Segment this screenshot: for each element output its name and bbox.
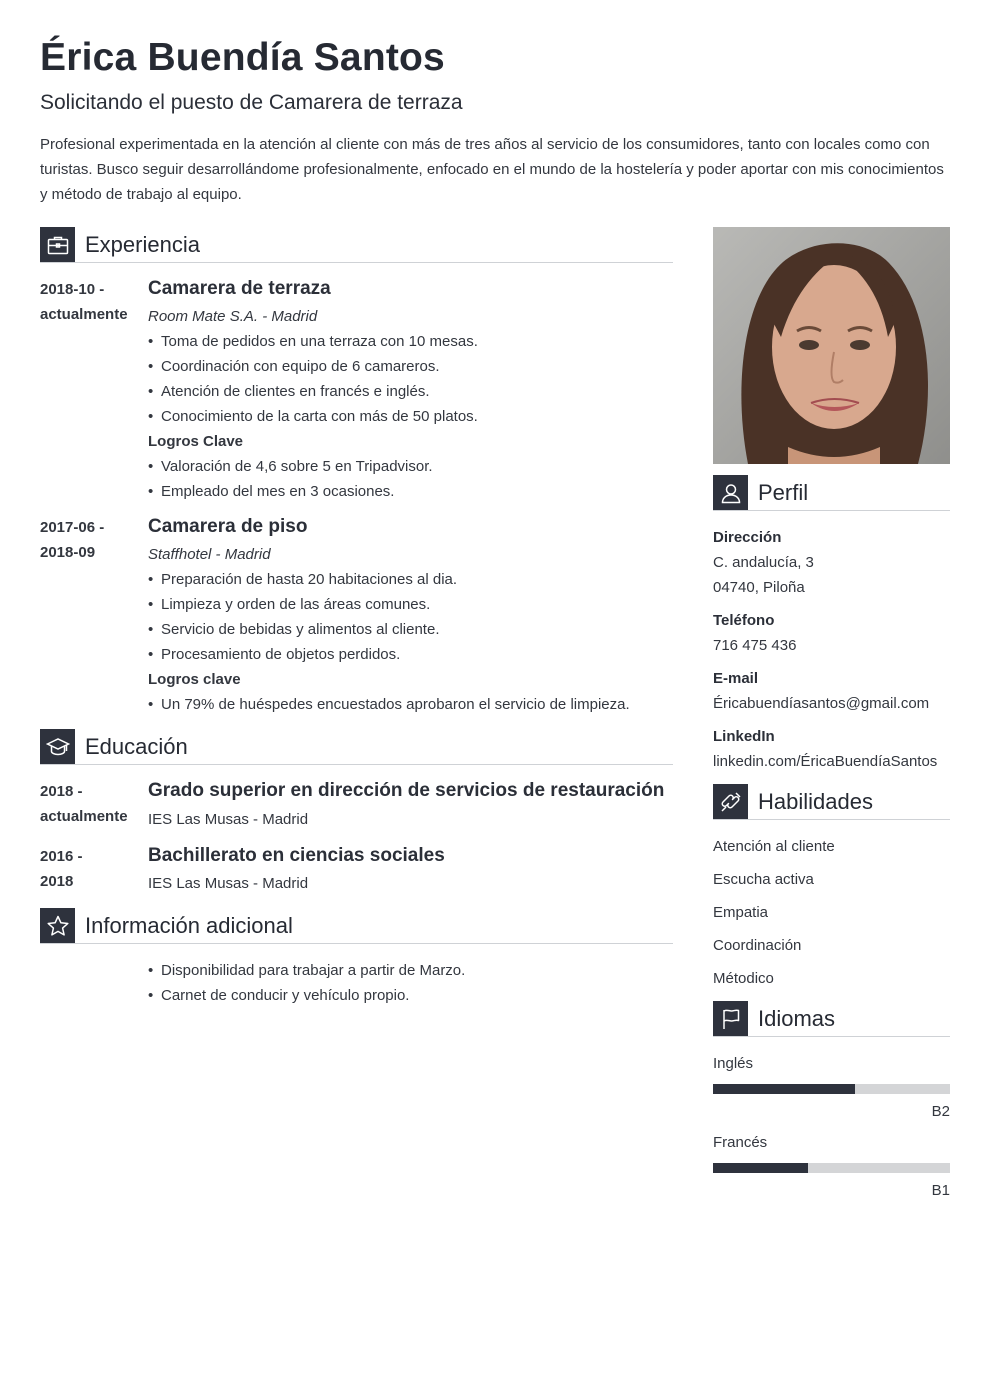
list-item: • Disponibilidad para trabajar a partir de Marzo.: [148, 958, 673, 983]
graduation-cap-icon: [40, 729, 75, 764]
job-achievements: [148, 692, 673, 717]
phone-field: Teléfono 716 475 436: [713, 612, 797, 654]
list-item: • Coordinación con equipo de 6 camareros.: [148, 354, 673, 379]
language-item: [713, 1130, 950, 1203]
education-header: [40, 729, 673, 765]
target-role: Solicitando el puesto de Camarera de terraza: [40, 91, 463, 114]
job-body: [148, 515, 673, 717]
language-name: Inglés: [713, 1055, 754, 1072]
list-item: • Preparación de hasta 20 habitaciones al dia.: [148, 567, 673, 592]
job-date: 2017-06 - 2018-09: [40, 519, 105, 561]
education-date: 2018 - actualmente: [40, 783, 128, 825]
language-bar-fill: [713, 1163, 808, 1173]
education-title: Educación: [85, 733, 188, 759]
summary-text: Profesional experimentada en la atención al cliente con más de tres años al servicio de los consumidores, tanto con locales como con turistas. Busco seguir desarrollándome profesionalmente, enfocado en el mundo de la hostelería y poder aportar con mis conocimientos y método de trabajo al equipo.: [40, 136, 944, 203]
briefcase-icon: [40, 227, 75, 262]
language-level: B2: [931, 1103, 950, 1120]
job-entry: [40, 515, 673, 717]
skills-header: [713, 784, 950, 820]
education-date: 2016 - 2018: [40, 848, 83, 890]
skills-title: Habilidades: [758, 788, 873, 814]
list-item: • Empleado del mes en 3 ocasiones.: [148, 479, 673, 504]
education-body: [148, 779, 673, 832]
candidate-name: Érica Buendía Santos: [40, 36, 445, 79]
email-link[interactable]: Éricabuendíasantos@gmail.com: [713, 695, 930, 712]
list-item: • Procesamiento de objetos perdidos.: [148, 642, 673, 667]
list-item: Métodico: [713, 970, 774, 987]
job-title: Camarera de piso: [148, 516, 308, 537]
linkedin-link[interactable]: linkedin.com/ÉricaBuendíaSantos: [713, 753, 938, 770]
right-column: [713, 227, 950, 1209]
job-company: Room Mate S.A. - Madrid: [148, 308, 318, 325]
degree-title: Grado superior en dirección de servicios de restauración: [148, 780, 665, 801]
flag-icon: [713, 1001, 748, 1036]
school-name: IES Las Musas - Madrid: [148, 811, 309, 828]
experience-title: Experiencia: [85, 231, 200, 257]
languages-section: [713, 1001, 950, 1203]
education-entry: [40, 844, 673, 896]
school-name: IES Las Musas - Madrid: [148, 875, 309, 892]
list-item: • Toma de pedidos en una terraza con 10 mesas.: [148, 329, 673, 354]
additional-list: [148, 958, 673, 1008]
education-section: [40, 729, 673, 896]
languages-title: Idiomas: [758, 1005, 836, 1031]
list-item: Coordinación: [713, 937, 802, 954]
language-bar: [713, 1084, 950, 1094]
list-item: • Servicio de bebidas y alimentos al cliente.: [148, 617, 673, 642]
job-title: Camarera de terraza: [148, 278, 331, 299]
skills-section: [713, 784, 950, 991]
additional-section: [40, 908, 673, 1008]
language-bar: [713, 1163, 950, 1173]
list-item: Atención al cliente: [713, 838, 835, 855]
language-bar-fill: [713, 1084, 855, 1094]
job-entry: [40, 277, 673, 504]
job-tasks: [148, 329, 673, 429]
job-body: [148, 277, 673, 504]
language-name: Francés: [713, 1134, 768, 1151]
star-icon: [40, 908, 75, 943]
achievements-label: Logros clave: [148, 671, 241, 688]
list-item: • Un 79% de huéspedes encuestados aprobaron el servicio de limpieza.: [148, 692, 673, 717]
user-icon: [713, 475, 748, 510]
address-field: Dirección C. andalucía, 3 04740, Piloña: [713, 529, 814, 596]
job-date: 2018-10 - actualmente: [40, 281, 128, 323]
list-item: • Conocimiento de la carta con más de 50 platos.: [148, 404, 673, 429]
list-item: Escucha activa: [713, 871, 814, 888]
job-achievements: [148, 454, 673, 504]
additional-header: [40, 908, 673, 944]
linkedin-field: LinkedIn linkedin.com/ÉricaBuendíaSantos: [713, 724, 950, 774]
job-tasks: [148, 567, 673, 667]
list-item: Empatia: [713, 904, 769, 921]
education-body: [148, 844, 673, 896]
achievements-label: Logros Clave: [148, 433, 244, 450]
experience-section: [40, 227, 673, 717]
list-item: • Valoración de 4,6 sobre 5 en Tripadvisor.: [148, 454, 673, 479]
language-item: [713, 1051, 950, 1124]
additional-title: Información adicional: [85, 912, 293, 938]
languages-header: [713, 1001, 950, 1037]
email-field: E-mail Éricabuendíasantos@gmail.com: [713, 666, 950, 716]
profile-title: Perfil: [758, 479, 809, 505]
puzzle-icon: [713, 784, 748, 819]
language-level: B1: [931, 1182, 950, 1199]
list-item: • Carnet de conducir y vehículo propio.: [148, 983, 673, 1008]
left-column: [40, 227, 673, 1018]
education-entry: [40, 779, 673, 832]
profile-header: [713, 475, 950, 511]
list-item: • Atención de clientes en francés e inglés.: [148, 379, 673, 404]
degree-title: Bachillerato en ciencias sociales: [148, 845, 445, 866]
list-item: • Limpieza y orden de las áreas comunes.: [148, 592, 673, 617]
profile-photo: [713, 227, 950, 464]
job-company: Staffhotel - Madrid: [148, 546, 271, 563]
experience-header: [40, 227, 673, 263]
profile-section: [713, 475, 950, 774]
additional-entry: [40, 958, 673, 1008]
